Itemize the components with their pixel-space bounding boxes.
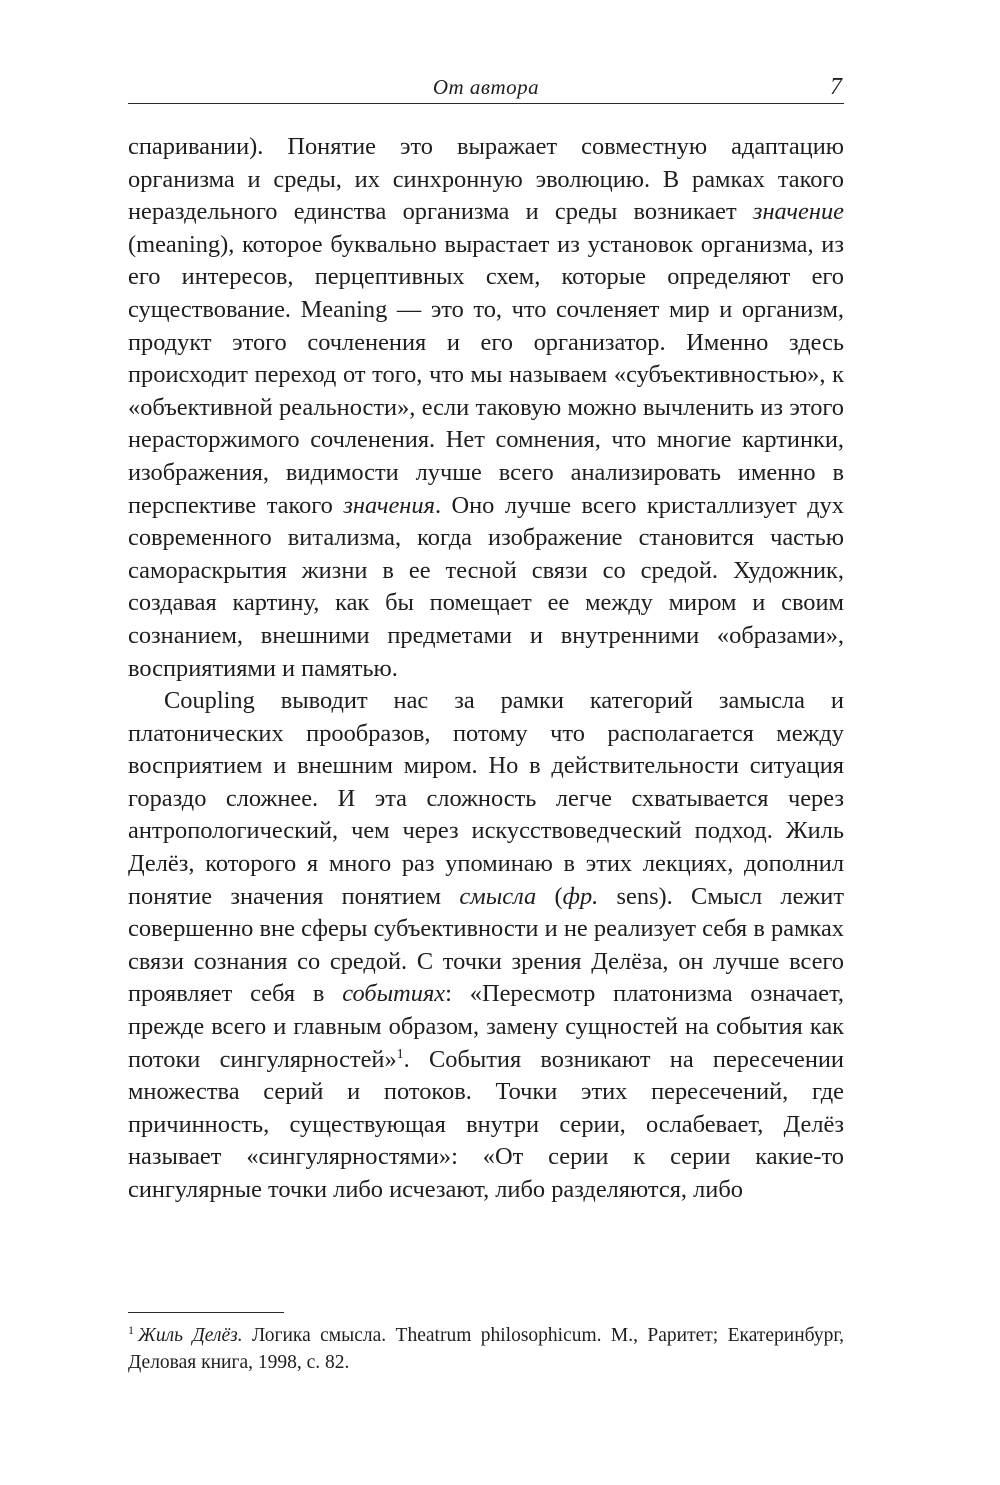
italic-term: событиях	[342, 980, 446, 1008]
footnote-reference[interactable]: 1	[396, 1046, 404, 1062]
italic-term: смысла	[459, 882, 537, 910]
text-run: sens). Смысл лежит совершенно вне сферы субъективности и не реализует себя в рамках связи сознания со средой. С точки зрения Делёза, он лучше всего проявляет себя в	[128, 882, 844, 1008]
text-run: : «Пересмотр платонизма означает, прежде всего и главным образом, замену сущностей на события как потоки сингулярностей»	[128, 980, 844, 1073]
body-text	[128, 131, 844, 1207]
text-run: . События возникают на пересечении множества серий и потоков. Точки этих пересечений, где причинность, существующая внутри серии, ослабевает, Делёз называет «сингулярностями»: «От серии к серии какие-то сингулярные точки либо исчезают, либо разделяются, либо	[128, 1045, 844, 1203]
text-run: (	[536, 882, 563, 910]
running-header	[128, 74, 844, 104]
italic-term: значение	[752, 198, 844, 226]
text-run: спаривании). Понятие это выражает совместную адаптацию организма и среды, их синхронную эволюцию. В рамках такого нераздельного единства организма и среды возникает	[128, 133, 844, 226]
paragraph	[128, 131, 844, 685]
footnote	[128, 1322, 844, 1376]
footnote-author: Жиль Делёз.	[138, 1325, 243, 1346]
running-title: От автора	[432, 75, 540, 99]
italic-term: значения	[343, 491, 435, 519]
footnote-marker: 1	[128, 1323, 134, 1337]
text-run: . Оно лучше всего кристаллизует дух современного витализма, когда изображение становится частью самораскрытия жизни в ее тесной связи со средой. Художник, создавая картину, как бы помещает ее между миром и своим сознанием, внешними предметами и внутренними «образами», восприятиями и памятью.	[128, 491, 845, 682]
paragraph	[128, 685, 844, 1207]
header-rule	[128, 103, 844, 104]
text-run: (meaning), которое буквально вырастает из установок организма, из его интересов, перцептивных схем, которые определяют его существование. Meaning — это то, что сочленяет мир и организм, продукт этого сочленения и его организатор. Именно здесь происходит переход от того, что мы называем «субъективностью», к «объективной реальности», если таковую можно вычленить из этого нерасторжимого сочленения. Нет сомнения, что многие картинки, изображения, видимости лучше всего анализировать именно в перспективе такого	[128, 230, 844, 519]
footnote-text: Логика смысла. Theatrum philosophicum. М., Раритет; Екатеринбург, Деловая книга, 1998, с. 82.	[128, 1325, 844, 1373]
italic-abbreviation: фр.	[562, 882, 599, 910]
footnote-separator	[128, 1312, 284, 1313]
text-run: Coupling выводит нас за рамки категорий замысла и платонических прообразов, потому что располагается между восприятием и внешним миром. Но в действительности ситуация гораздо сложнее. И эта сложность легче схватывается через антропологический, чем через искусствоведческий подход. Жиль Делёз, которого я много раз упоминаю в этих лекциях, дополнил понятие значения понятием	[128, 687, 844, 910]
page-number: 7	[830, 74, 842, 100]
